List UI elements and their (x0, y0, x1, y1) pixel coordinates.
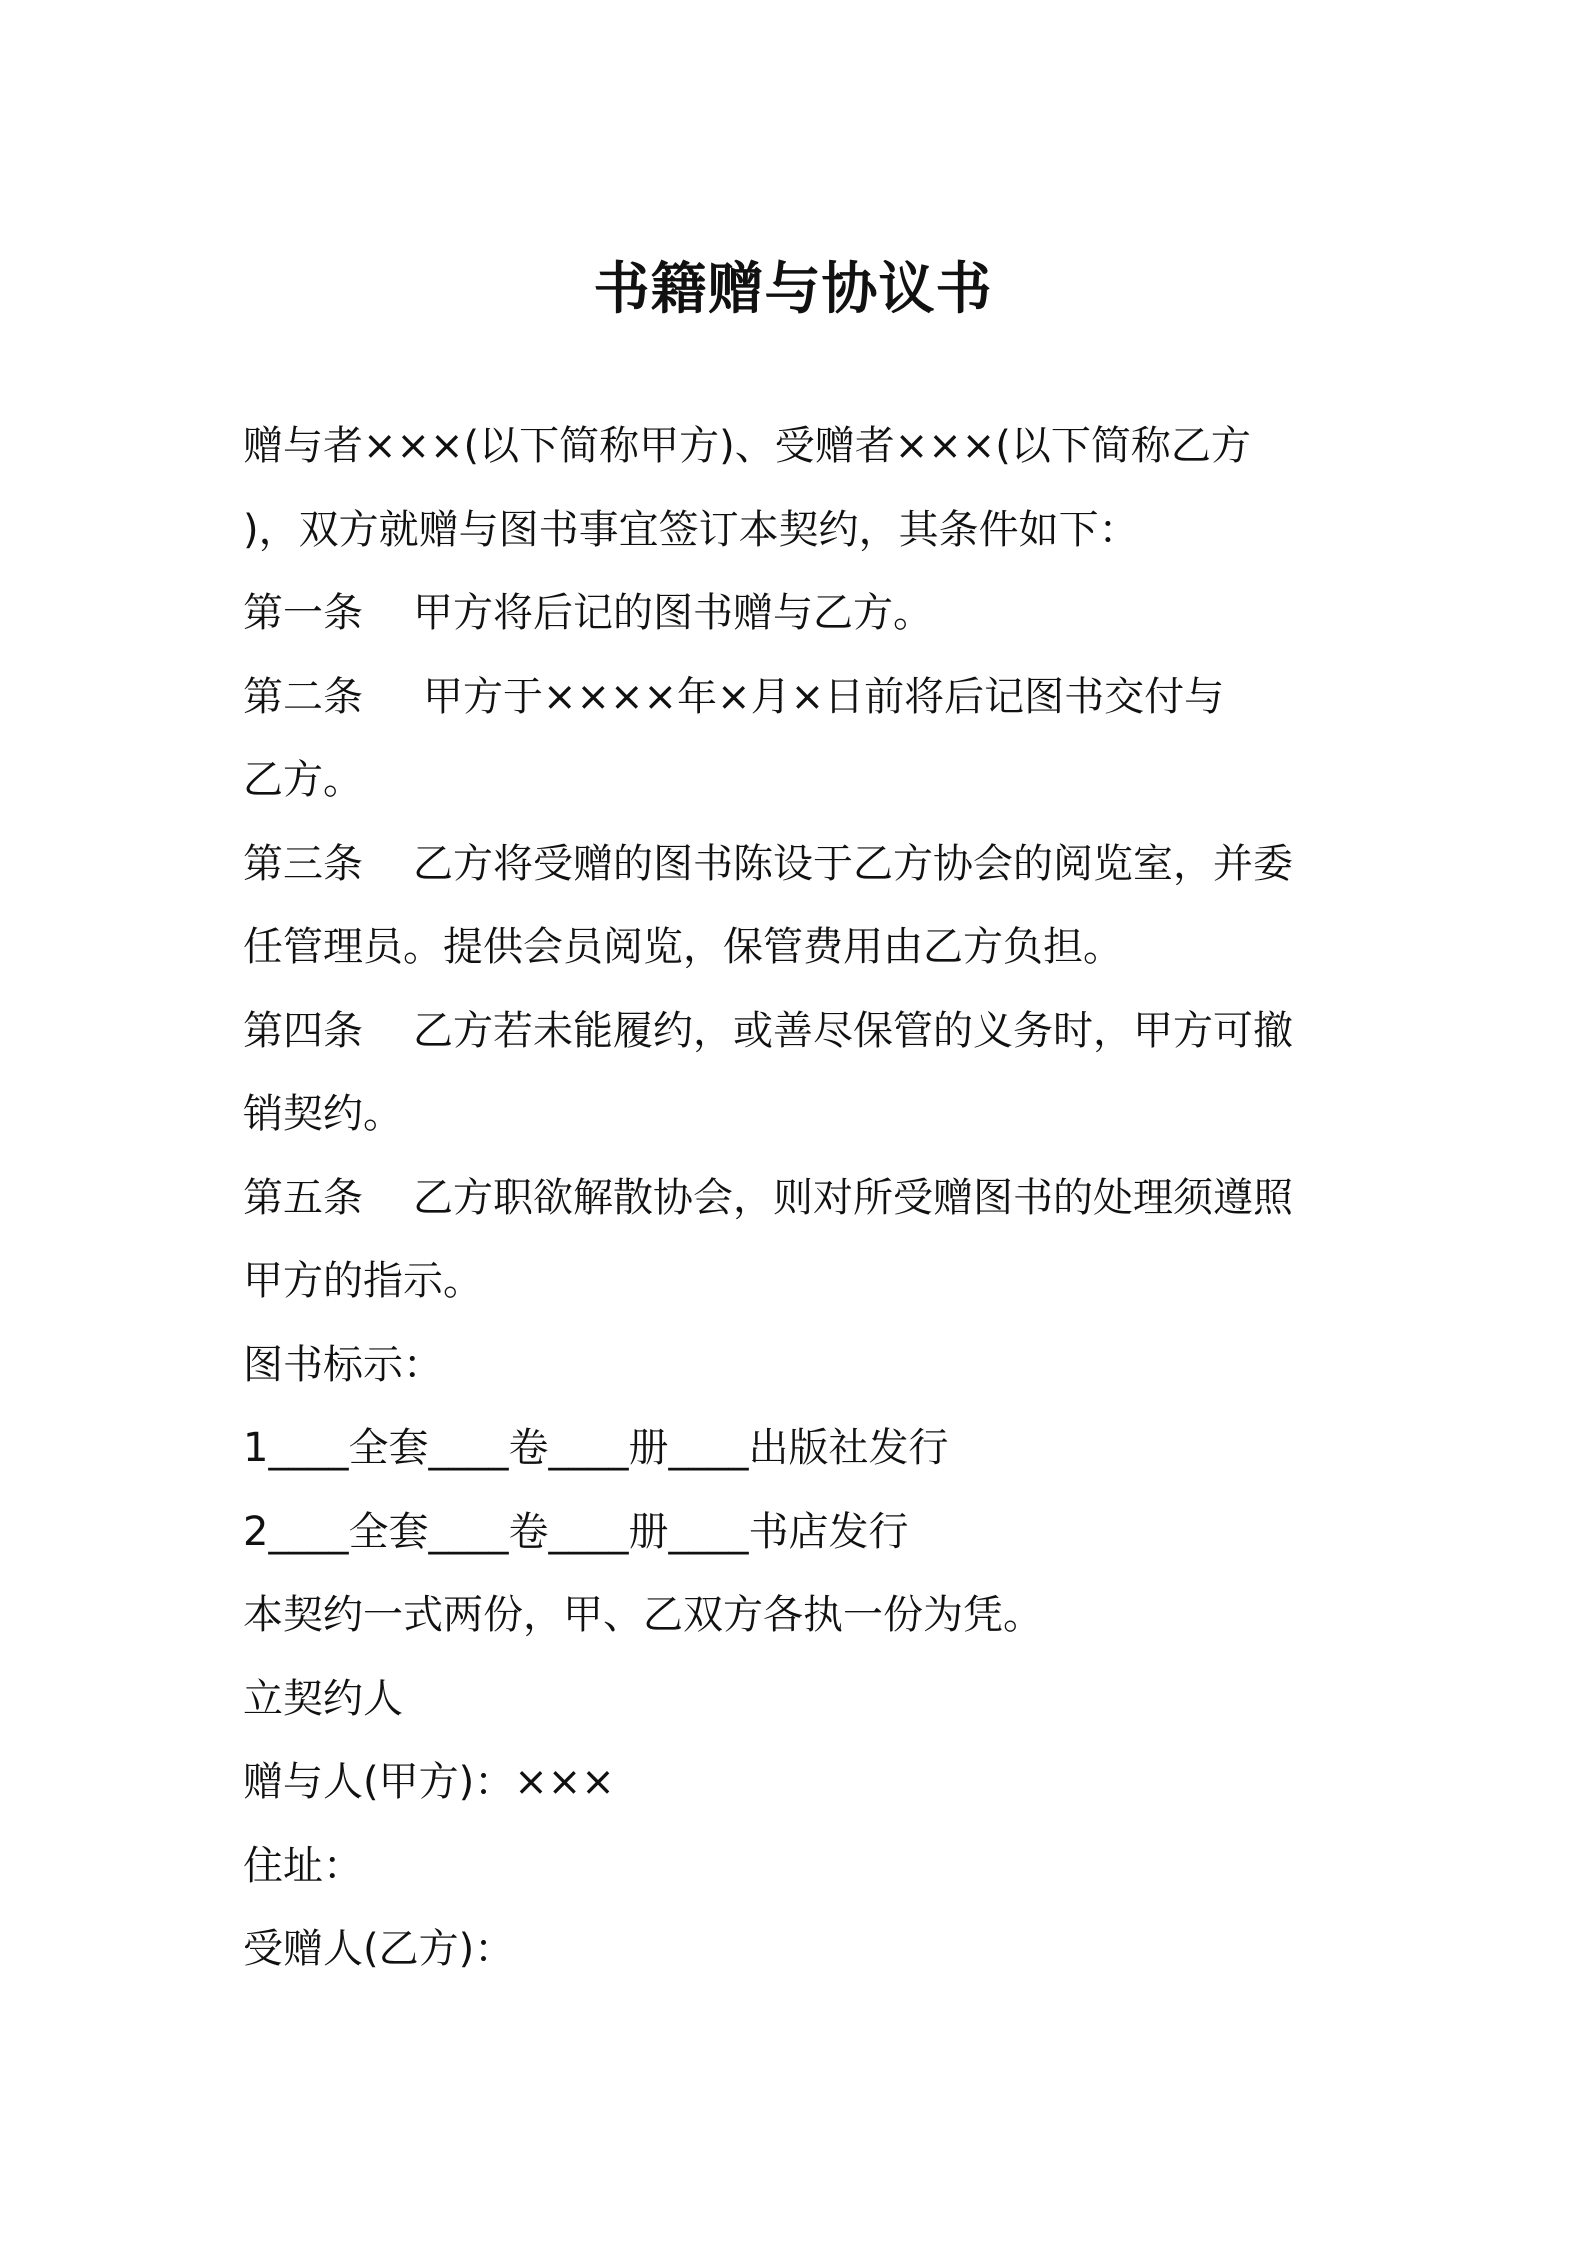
article-2-text-line-1: 甲方于××××年×月×日前将后记图书交付与 (423, 673, 1225, 720)
address-line: 住址： (243, 1842, 363, 1889)
donor-line: 赠与人(甲方)：××× (243, 1759, 615, 1805)
book-list-heading: 图书标示： (243, 1341, 443, 1388)
article-5-text-line-1: 乙方职欲解散协会，则对所受赠图书的处理须遵照 (413, 1174, 1293, 1221)
preamble-line-1: 赠与者×××(以下简称甲方)、受赠者×××(以下简称乙方 (243, 423, 1251, 469)
book-item-1: 1____全套____卷____册____出版社发行 (243, 1425, 949, 1471)
article-4 (243, 990, 1353, 1074)
article-5 (243, 1157, 1353, 1241)
article-5-number: 第五条 (243, 1174, 363, 1221)
article-3-text-line-2: 任管理员。提供会员阅览，保管费用由乙方负担。 (243, 924, 1123, 970)
document-body (243, 405, 1353, 1992)
article-1-text-line-1: 甲方将后记的图书赠与乙方。 (413, 590, 933, 636)
article-3 (243, 823, 1353, 907)
preamble-line-2: )，双方就赠与图书事宜签订本契约，其条件如下： (243, 506, 1139, 553)
article-4-text-line-1: 乙方若未能履约，或善尽保管的义务时，甲方可撤 (413, 1007, 1293, 1054)
article-4-number: 第四条 (243, 1007, 363, 1054)
article-5-text-line-2: 甲方的指示。 (243, 1258, 483, 1304)
signatories-heading: 立契约人 (243, 1675, 403, 1722)
article-1-number: 第一条 (243, 590, 363, 636)
article-3-number: 第三条 (243, 840, 363, 887)
article-1 (243, 572, 1353, 656)
article-3-text-line-1: 乙方将受赠的图书陈设于乙方协会的阅览室，并委 (413, 840, 1293, 887)
copies-clause: 本契约一式两份，甲、乙双方各执一份为凭。 (243, 1592, 1043, 1638)
book-item-2: 2____全套____卷____册____书店发行 (243, 1508, 909, 1555)
article-2 (243, 656, 1353, 740)
donee-line: 受赠人(乙方)： (243, 1926, 515, 1972)
article-2-text-line-2: 乙方。 (243, 757, 363, 803)
article-2-number: 第二条 (243, 673, 363, 720)
document-title: 书籍赠与协议书 (593, 257, 993, 322)
article-4-text-line-2: 销契约。 (243, 1091, 403, 1137)
